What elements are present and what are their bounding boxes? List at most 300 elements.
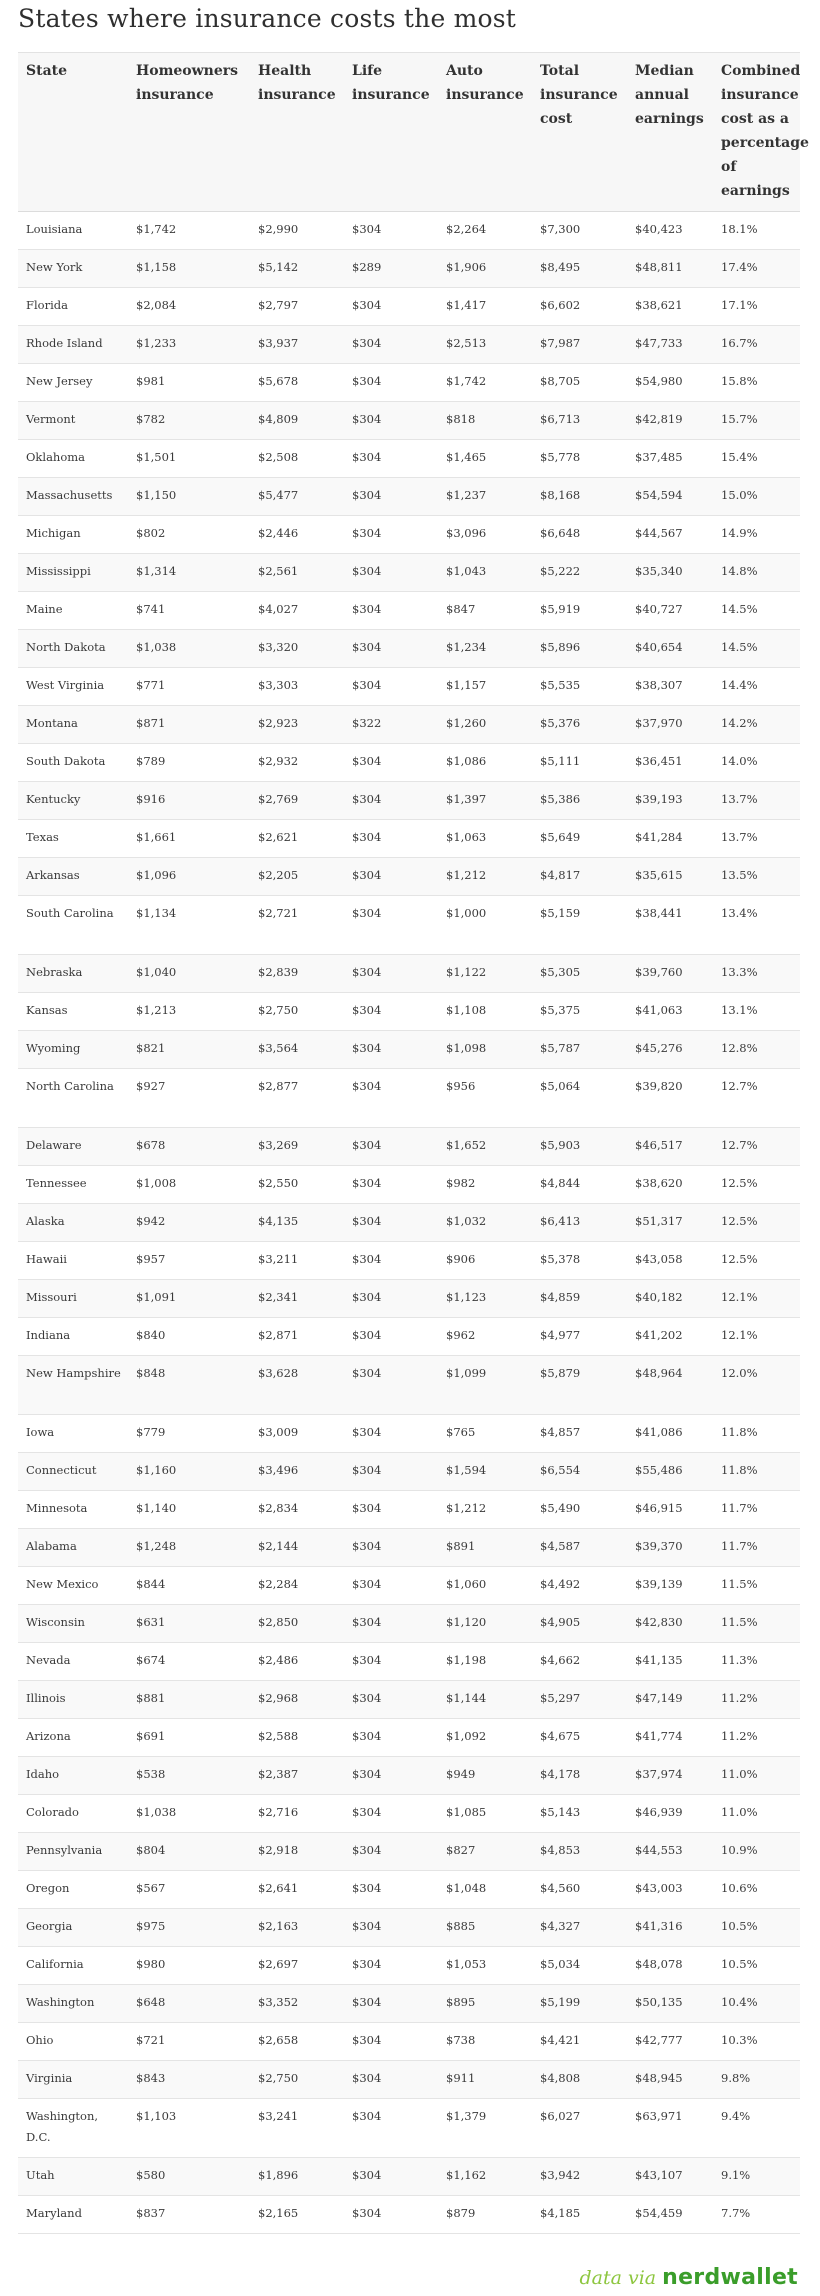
cell-median-earnings: $44,567: [627, 516, 713, 554]
cell-median-earnings: $42,830: [627, 1605, 713, 1643]
cell-median-earnings: $38,307: [627, 668, 713, 706]
cell-percentage: 9.8%: [713, 2061, 800, 2099]
cell-homeowners: $1,213: [128, 993, 250, 1031]
cell-total: $5,375: [532, 993, 627, 1031]
cell-auto: $1,099: [438, 1356, 532, 1415]
cell-health: $2,550: [250, 1166, 344, 1204]
table-row: [18, 1031, 800, 1069]
cell-state: Minnesota: [18, 1491, 128, 1529]
cell-life: $289: [344, 250, 438, 288]
cell-percentage: 10.3%: [713, 2023, 800, 2061]
table-row: [18, 1318, 800, 1356]
cell-median-earnings: $38,620: [627, 1166, 713, 1204]
cell-life: $304: [344, 326, 438, 364]
cell-homeowners: $1,248: [128, 1529, 250, 1567]
table-body: [18, 212, 800, 2234]
cell-auto: $1,906: [438, 250, 532, 288]
cell-life: $304: [344, 1757, 438, 1795]
nerdwallet-logo: nerdwallet: [662, 2265, 798, 2290]
cell-auto: $1,043: [438, 554, 532, 592]
cell-percentage: 10.6%: [713, 1871, 800, 1909]
cell-homeowners: $678: [128, 1128, 250, 1166]
cell-homeowners: $821: [128, 1031, 250, 1069]
cell-total: $4,977: [532, 1318, 627, 1356]
cell-state: New Mexico: [18, 1567, 128, 1605]
table-row: [18, 782, 800, 820]
cell-life: $304: [344, 1681, 438, 1719]
cell-life: $304: [344, 1605, 438, 1643]
cell-percentage: 12.1%: [713, 1280, 800, 1318]
cell-percentage: 15.0%: [713, 478, 800, 516]
cell-median-earnings: $48,811: [627, 250, 713, 288]
cell-total: $5,778: [532, 440, 627, 478]
table-row: [18, 1795, 800, 1833]
cell-percentage: 10.9%: [713, 1833, 800, 1871]
cell-median-earnings: $50,135: [627, 1985, 713, 2023]
cell-median-earnings: $41,135: [627, 1643, 713, 1681]
cell-total: $5,896: [532, 630, 627, 668]
cell-total: $5,649: [532, 820, 627, 858]
cell-auto: $1,144: [438, 1681, 532, 1719]
cell-median-earnings: $63,971: [627, 2099, 713, 2158]
cell-homeowners: $1,038: [128, 630, 250, 668]
cell-percentage: 11.5%: [713, 1605, 800, 1643]
cell-health: $5,678: [250, 364, 344, 402]
table-row: [18, 1681, 800, 1719]
cell-health: $2,839: [250, 955, 344, 993]
cell-total: $6,027: [532, 2099, 627, 2158]
cell-auto: $1,122: [438, 955, 532, 993]
table-row: [18, 478, 800, 516]
table-row: [18, 630, 800, 668]
cell-percentage: 10.4%: [713, 1985, 800, 2023]
cell-life: $304: [344, 1204, 438, 1242]
cell-health: $2,486: [250, 1643, 344, 1681]
cell-state: Oregon: [18, 1871, 128, 1909]
cell-health: $2,716: [250, 1795, 344, 1833]
cell-homeowners: $881: [128, 1681, 250, 1719]
cell-total: $4,662: [532, 1643, 627, 1681]
cell-auto: $1,053: [438, 1947, 532, 1985]
cell-state: Massachusetts: [18, 478, 128, 516]
cell-total: $6,648: [532, 516, 627, 554]
cell-homeowners: $782: [128, 402, 250, 440]
cell-homeowners: $648: [128, 1985, 250, 2023]
cell-life: $304: [344, 1453, 438, 1491]
cell-homeowners: $1,160: [128, 1453, 250, 1491]
table-row: [18, 1833, 800, 1871]
table-row: [18, 1280, 800, 1318]
cell-health: $4,027: [250, 592, 344, 630]
cell-health: $3,937: [250, 326, 344, 364]
cell-percentage: 11.8%: [713, 1415, 800, 1453]
cell-median-earnings: $40,423: [627, 212, 713, 250]
table-row: [18, 1757, 800, 1795]
cell-life: $304: [344, 592, 438, 630]
cell-auto: $1,085: [438, 1795, 532, 1833]
cell-auto: $1,092: [438, 1719, 532, 1757]
cell-life: $304: [344, 1242, 438, 1280]
cell-percentage: 17.1%: [713, 288, 800, 326]
cell-homeowners: $1,150: [128, 478, 250, 516]
cell-life: $304: [344, 993, 438, 1031]
table-row: [18, 2061, 800, 2099]
cell-health: $2,697: [250, 1947, 344, 1985]
cell-state: Montana: [18, 706, 128, 744]
cell-percentage: 14.0%: [713, 744, 800, 782]
cell-median-earnings: $38,441: [627, 896, 713, 955]
cell-homeowners: $871: [128, 706, 250, 744]
cell-life: $304: [344, 1128, 438, 1166]
cell-health: $2,968: [250, 1681, 344, 1719]
cell-auto: $827: [438, 1833, 532, 1871]
cell-total: $4,844: [532, 1166, 627, 1204]
source-credit: [579, 2265, 798, 2290]
cell-percentage: 15.7%: [713, 402, 800, 440]
cell-state: Alaska: [18, 1204, 128, 1242]
cell-total: $5,159: [532, 896, 627, 955]
cell-state: Wyoming: [18, 1031, 128, 1069]
cell-homeowners: $804: [128, 1833, 250, 1871]
table-row: [18, 1871, 800, 1909]
table-row: [18, 2023, 800, 2061]
cell-total: $7,987: [532, 326, 627, 364]
cell-homeowners: $1,233: [128, 326, 250, 364]
cell-median-earnings: $37,485: [627, 440, 713, 478]
cell-percentage: 12.7%: [713, 1128, 800, 1166]
cell-auto: $1,000: [438, 896, 532, 955]
cell-life: $304: [344, 1833, 438, 1871]
cell-health: $4,809: [250, 402, 344, 440]
cell-life: $304: [344, 288, 438, 326]
cell-median-earnings: $42,819: [627, 402, 713, 440]
cell-state: Kansas: [18, 993, 128, 1031]
cell-health: $3,496: [250, 1453, 344, 1491]
column-header-health: Health insurance: [250, 53, 344, 212]
cell-auto: $1,237: [438, 478, 532, 516]
table-row: [18, 554, 800, 592]
cell-median-earnings: $44,553: [627, 1833, 713, 1871]
table-row: [18, 1491, 800, 1529]
cell-life: $304: [344, 1069, 438, 1128]
table-row: [18, 1204, 800, 1242]
cell-health: $5,142: [250, 250, 344, 288]
cell-health: $2,641: [250, 1871, 344, 1909]
cell-state: Iowa: [18, 1415, 128, 1453]
cell-auto: $765: [438, 1415, 532, 1453]
cell-percentage: 11.2%: [713, 1681, 800, 1719]
table-row: [18, 1719, 800, 1757]
cell-life: $304: [344, 1529, 438, 1567]
cell-homeowners: $567: [128, 1871, 250, 1909]
cell-total: $8,705: [532, 364, 627, 402]
cell-state: Delaware: [18, 1128, 128, 1166]
cell-total: $5,143: [532, 1795, 627, 1833]
cell-homeowners: $980: [128, 1947, 250, 1985]
cell-life: $304: [344, 858, 438, 896]
cell-life: $304: [344, 630, 438, 668]
table-row: [18, 1985, 800, 2023]
cell-percentage: 15.8%: [713, 364, 800, 402]
cell-state: Nevada: [18, 1643, 128, 1681]
cell-health: $3,211: [250, 1242, 344, 1280]
column-header-life: Life insurance: [344, 53, 438, 212]
cell-state: West Virginia: [18, 668, 128, 706]
cell-homeowners: $1,501: [128, 440, 250, 478]
cell-median-earnings: $41,086: [627, 1415, 713, 1453]
cell-percentage: 13.1%: [713, 993, 800, 1031]
cell-homeowners: $789: [128, 744, 250, 782]
cell-state: Tennessee: [18, 1166, 128, 1204]
cell-total: $4,853: [532, 1833, 627, 1871]
cell-auto: $818: [438, 402, 532, 440]
cell-percentage: 18.1%: [713, 212, 800, 250]
table-row: [18, 1415, 800, 1453]
cell-median-earnings: $51,317: [627, 1204, 713, 1242]
cell-total: $4,859: [532, 1280, 627, 1318]
cell-homeowners: $1,038: [128, 1795, 250, 1833]
cell-state: Hawaii: [18, 1242, 128, 1280]
cell-health: $5,477: [250, 478, 344, 516]
cell-homeowners: $1,742: [128, 212, 250, 250]
table-row: [18, 288, 800, 326]
cell-percentage: 12.0%: [713, 1356, 800, 1415]
cell-auto: $1,108: [438, 993, 532, 1031]
cell-life: $304: [344, 1947, 438, 1985]
cell-percentage: 11.3%: [713, 1643, 800, 1681]
cell-state: Rhode Island: [18, 326, 128, 364]
cell-life: $304: [344, 744, 438, 782]
cell-health: $2,834: [250, 1491, 344, 1529]
cell-state: Kentucky: [18, 782, 128, 820]
cell-state: Vermont: [18, 402, 128, 440]
cell-health: $2,621: [250, 820, 344, 858]
cell-auto: $911: [438, 2061, 532, 2099]
cell-median-earnings: $41,316: [627, 1909, 713, 1947]
cell-total: $5,535: [532, 668, 627, 706]
cell-state: Washington, D.C.: [18, 2099, 128, 2158]
cell-auto: $1,742: [438, 364, 532, 402]
cell-auto: $1,234: [438, 630, 532, 668]
cell-state: New Jersey: [18, 364, 128, 402]
cell-percentage: 13.7%: [713, 782, 800, 820]
cell-life: $304: [344, 554, 438, 592]
table-row: [18, 1567, 800, 1605]
table-row: [18, 1643, 800, 1681]
cell-health: $3,352: [250, 1985, 344, 2023]
cell-life: $304: [344, 1415, 438, 1453]
cell-health: $2,341: [250, 1280, 344, 1318]
cell-homeowners: $1,103: [128, 2099, 250, 2158]
cell-state: Ohio: [18, 2023, 128, 2061]
cell-homeowners: $741: [128, 592, 250, 630]
column-header-state: State: [18, 53, 128, 212]
table-row: [18, 326, 800, 364]
cell-auto: $891: [438, 1529, 532, 1567]
cell-life: $304: [344, 896, 438, 955]
cell-median-earnings: $39,760: [627, 955, 713, 993]
cell-auto: $1,086: [438, 744, 532, 782]
table-row: [18, 820, 800, 858]
table-row: [18, 516, 800, 554]
cell-auto: $1,465: [438, 440, 532, 478]
cell-median-earnings: $39,139: [627, 1567, 713, 1605]
cell-median-earnings: $43,003: [627, 1871, 713, 1909]
cell-auto: $1,212: [438, 858, 532, 896]
cell-total: $5,787: [532, 1031, 627, 1069]
cell-homeowners: $631: [128, 1605, 250, 1643]
cell-life: $304: [344, 478, 438, 516]
cell-life: $304: [344, 364, 438, 402]
table-row: [18, 955, 800, 993]
cell-state: Wisconsin: [18, 1605, 128, 1643]
table-row: [18, 744, 800, 782]
cell-state: Idaho: [18, 1757, 128, 1795]
cell-median-earnings: $46,915: [627, 1491, 713, 1529]
cell-auto: $885: [438, 1909, 532, 1947]
cell-auto: $1,212: [438, 1491, 532, 1529]
table-row: [18, 1605, 800, 1643]
cell-homeowners: $975: [128, 1909, 250, 1947]
table-row: [18, 896, 800, 955]
cell-health: $2,561: [250, 554, 344, 592]
cell-health: $3,241: [250, 2099, 344, 2158]
cell-auto: $1,379: [438, 2099, 532, 2158]
cell-homeowners: $721: [128, 2023, 250, 2061]
cell-homeowners: $916: [128, 782, 250, 820]
cell-median-earnings: $54,459: [627, 2196, 713, 2234]
cell-state: Alabama: [18, 1529, 128, 1567]
cell-health: $2,769: [250, 782, 344, 820]
column-header-total: Total insurance cost: [532, 53, 627, 212]
cell-life: $304: [344, 2023, 438, 2061]
cell-life: $304: [344, 212, 438, 250]
table-row: [18, 1069, 800, 1128]
table-header-row: [18, 53, 800, 212]
table-row: [18, 1529, 800, 1567]
cell-auto: $949: [438, 1757, 532, 1795]
cell-total: $4,857: [532, 1415, 627, 1453]
cell-total: $5,297: [532, 1681, 627, 1719]
table-row: [18, 1128, 800, 1166]
cell-auto: $738: [438, 2023, 532, 2061]
cell-homeowners: $1,040: [128, 955, 250, 993]
cell-homeowners: $957: [128, 1242, 250, 1280]
cell-total: $5,879: [532, 1356, 627, 1415]
cell-state: Colorado: [18, 1795, 128, 1833]
cell-total: $7,300: [532, 212, 627, 250]
cell-homeowners: $1,314: [128, 554, 250, 592]
cell-life: $304: [344, 2099, 438, 2158]
cell-life: $304: [344, 1280, 438, 1318]
cell-auto: $1,594: [438, 1453, 532, 1491]
cell-health: $2,508: [250, 440, 344, 478]
cell-percentage: 15.4%: [713, 440, 800, 478]
cell-percentage: 14.4%: [713, 668, 800, 706]
cell-health: $2,750: [250, 993, 344, 1031]
cell-percentage: 16.7%: [713, 326, 800, 364]
cell-total: $5,386: [532, 782, 627, 820]
cell-health: $2,923: [250, 706, 344, 744]
cell-life: $304: [344, 2158, 438, 2196]
cell-median-earnings: $40,182: [627, 1280, 713, 1318]
cell-state: Nebraska: [18, 955, 128, 993]
cell-auto: $879: [438, 2196, 532, 2234]
cell-percentage: 9.4%: [713, 2099, 800, 2158]
cell-health: $2,387: [250, 1757, 344, 1795]
cell-total: $5,111: [532, 744, 627, 782]
cell-auto: $1,048: [438, 1871, 532, 1909]
cell-health: $1,896: [250, 2158, 344, 2196]
table-row: [18, 250, 800, 288]
column-header-homeowners: Homeowners insurance: [128, 53, 250, 212]
cell-life: $304: [344, 820, 438, 858]
table-row: [18, 858, 800, 896]
cell-life: $322: [344, 706, 438, 744]
cell-health: $3,628: [250, 1356, 344, 1415]
cell-health: $2,750: [250, 2061, 344, 2099]
cell-auto: $906: [438, 1242, 532, 1280]
cell-total: $6,413: [532, 1204, 627, 1242]
cell-total: $4,817: [532, 858, 627, 896]
cell-auto: $3,096: [438, 516, 532, 554]
cell-percentage: 11.7%: [713, 1529, 800, 1567]
cell-life: $304: [344, 440, 438, 478]
cell-life: $304: [344, 782, 438, 820]
cell-total: $8,168: [532, 478, 627, 516]
cell-health: $2,797: [250, 288, 344, 326]
cell-life: $304: [344, 1491, 438, 1529]
table-row: [18, 1453, 800, 1491]
table-row: [18, 706, 800, 744]
cell-median-earnings: $43,107: [627, 2158, 713, 2196]
table-row: [18, 1947, 800, 1985]
cell-percentage: 11.8%: [713, 1453, 800, 1491]
cell-homeowners: $1,096: [128, 858, 250, 896]
cell-median-earnings: $43,058: [627, 1242, 713, 1280]
cell-median-earnings: $48,964: [627, 1356, 713, 1415]
cell-auto: $1,098: [438, 1031, 532, 1069]
cell-health: $3,564: [250, 1031, 344, 1069]
table-row: [18, 2158, 800, 2196]
cell-state: Florida: [18, 288, 128, 326]
cell-total: $5,034: [532, 1947, 627, 1985]
cell-state: New York: [18, 250, 128, 288]
cell-health: $2,877: [250, 1069, 344, 1128]
cell-percentage: 10.5%: [713, 1947, 800, 1985]
cell-percentage: 13.5%: [713, 858, 800, 896]
cell-median-earnings: $41,774: [627, 1719, 713, 1757]
cell-auto: $1,032: [438, 1204, 532, 1242]
cell-homeowners: $802: [128, 516, 250, 554]
cell-median-earnings: $38,621: [627, 288, 713, 326]
cell-homeowners: $674: [128, 1643, 250, 1681]
cell-health: $2,165: [250, 2196, 344, 2234]
cell-homeowners: $1,158: [128, 250, 250, 288]
cell-state: Mississippi: [18, 554, 128, 592]
cell-homeowners: $844: [128, 1567, 250, 1605]
insurance-cost-table: [18, 52, 809, 2234]
cell-life: $304: [344, 1567, 438, 1605]
cell-total: $4,178: [532, 1757, 627, 1795]
cell-median-earnings: $45,276: [627, 1031, 713, 1069]
cell-percentage: 13.3%: [713, 955, 800, 993]
table-row: [18, 212, 800, 250]
cell-life: $304: [344, 402, 438, 440]
cell-percentage: 12.5%: [713, 1166, 800, 1204]
cell-homeowners: $538: [128, 1757, 250, 1795]
cell-life: $304: [344, 516, 438, 554]
